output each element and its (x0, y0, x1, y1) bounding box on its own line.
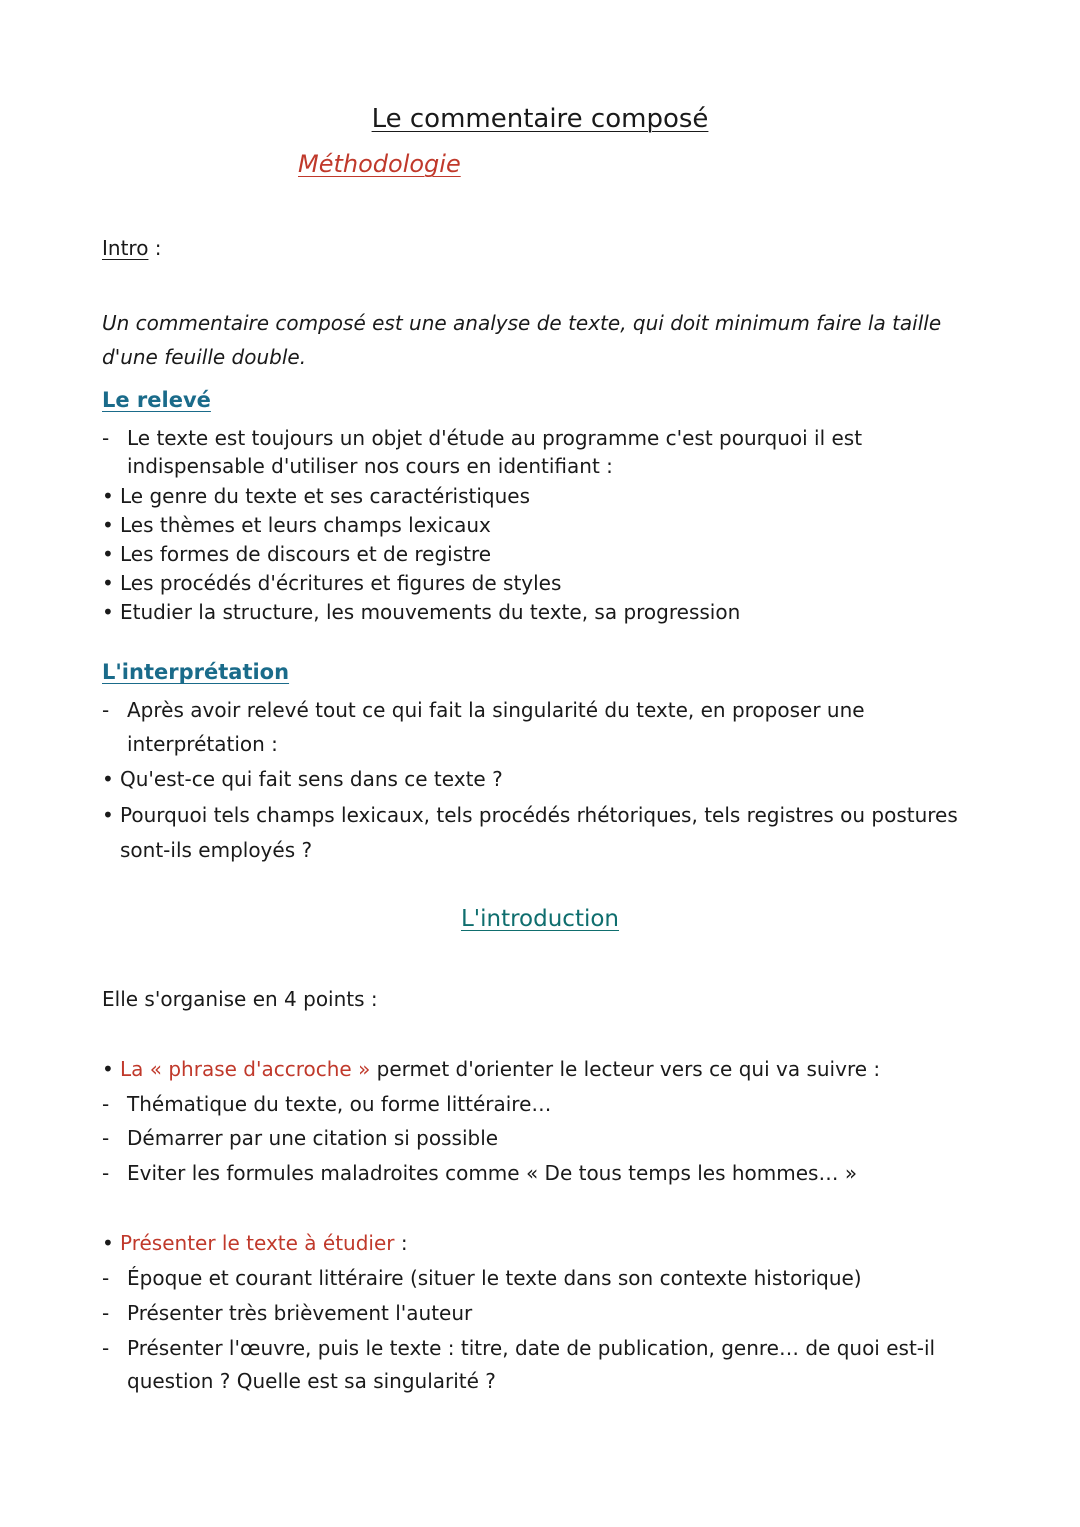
dash-marker: - (102, 1126, 110, 1150)
point2-rest: : (394, 1231, 408, 1255)
bullet-icon: • (102, 803, 114, 827)
document-subtitle: Méthodologie (298, 150, 461, 178)
point1-rest: permet d'orienter le lecteur vers ce qui va suivre : (370, 1057, 881, 1081)
list-item (102, 1264, 862, 1293)
point1-highlight: La « phrase d'accroche » (120, 1057, 371, 1081)
releve-bullet-4: Les procédés d'écritures et figures de styles (120, 571, 562, 595)
list-item (102, 598, 740, 627)
point1-dash-3: Eviter les formules maladroites comme « De tous temps les hommes… » (127, 1161, 858, 1185)
interpretation-dash-line1: Après avoir relevé tout ce qui fait la singularité du texte, en proposer une (127, 698, 865, 722)
title-text: Le commentaire composé (371, 104, 709, 134)
introduction-point-2 (102, 1229, 408, 1258)
dash-marker: - (102, 1301, 110, 1325)
bullet-icon: • (102, 600, 114, 624)
releve-bullet-2: Les thèmes et leurs champs lexicaux (120, 513, 491, 537)
point2-highlight: Présenter le texte à étudier (120, 1231, 395, 1255)
dash-marker: - (102, 1266, 110, 1290)
list-item (102, 1124, 498, 1153)
releve-dash-item (102, 424, 862, 453)
dash-marker: - (102, 1161, 110, 1185)
releve-dash-line2: indispensable d'utiliser nos cours en identifiant : (127, 454, 613, 478)
interpretation-dash-line2: interprétation : (127, 732, 278, 756)
intro-paragraph: Un commentaire composé est une analyse de texte, qui doit minimum faire la taille d'une feuille double. (102, 311, 942, 369)
list-item (102, 1299, 472, 1328)
list-item (102, 540, 491, 569)
list-item (102, 1159, 857, 1188)
interpretation-bullet-2-line1: Pourquoi tels champs lexicaux, tels procédés rhétoriques, tels registres ou postures (120, 803, 958, 827)
introduction-point-1 (102, 1055, 880, 1084)
section-heading-interpretation: L'interprétation (102, 660, 290, 684)
bullet-icon: • (102, 513, 114, 537)
introduction-heading-text: L'introduction (460, 906, 620, 932)
bullet-icon: • (102, 1057, 114, 1081)
dash-marker: - (102, 698, 110, 722)
intro-label-text: Intro (102, 236, 149, 260)
point2-dash-2: Présenter très brièvement l'auteur (127, 1301, 473, 1325)
point2-dash-3-line2: question ? Quelle est sa singularité ? (127, 1369, 496, 1393)
point2-dash-1: Époque et courant littéraire (situer le texte dans son contexte historique) (127, 1266, 862, 1290)
list-item (102, 801, 958, 830)
releve-bullet-3: Les formes de discours et de registre (120, 542, 492, 566)
intro-colon: : (148, 236, 162, 260)
bullet-icon: • (102, 767, 114, 791)
interpretation-bullet-1: Qu'est-ce qui fait sens dans ce texte ? (120, 767, 503, 791)
list-item (102, 765, 503, 794)
point1-dash-1: Thématique du texte, ou forme littéraire… (127, 1092, 552, 1116)
list-item (102, 1090, 551, 1119)
list-item (102, 511, 491, 540)
bullet-icon: • (102, 571, 114, 595)
section-heading-introduction (0, 906, 1080, 932)
list-item (102, 482, 530, 511)
bullet-icon: • (102, 1231, 114, 1255)
introduction-lead: Elle s'organise en 4 points : (102, 987, 378, 1011)
list-item (102, 569, 561, 598)
interpretation-dash-item (102, 696, 865, 725)
bullet-icon: • (102, 484, 114, 508)
section-heading-releve: Le relevé (102, 388, 211, 412)
point2-dash-3-line1: Présenter l'œuvre, puis le texte : titre, date de publication, genre… de quoi est-il (127, 1336, 936, 1360)
intro-label (102, 236, 162, 260)
interpretation-bullet-2-line2: sont-ils employés ? (120, 838, 313, 862)
dash-marker: - (102, 1092, 110, 1116)
list-item (102, 1334, 935, 1363)
bullet-icon: • (102, 542, 114, 566)
dash-marker: - (102, 1336, 110, 1360)
releve-dash-line1: Le texte est toujours un objet d'étude au programme c'est pourquoi il est (127, 426, 863, 450)
dash-marker: - (102, 426, 110, 450)
releve-bullet-1: Le genre du texte et ses caractéristiques (120, 484, 531, 508)
document-title (0, 104, 1080, 134)
releve-bullet-5: Etudier la structure, les mouvements du texte, sa progression (120, 600, 741, 624)
point1-dash-2: Démarrer par une citation si possible (127, 1126, 499, 1150)
